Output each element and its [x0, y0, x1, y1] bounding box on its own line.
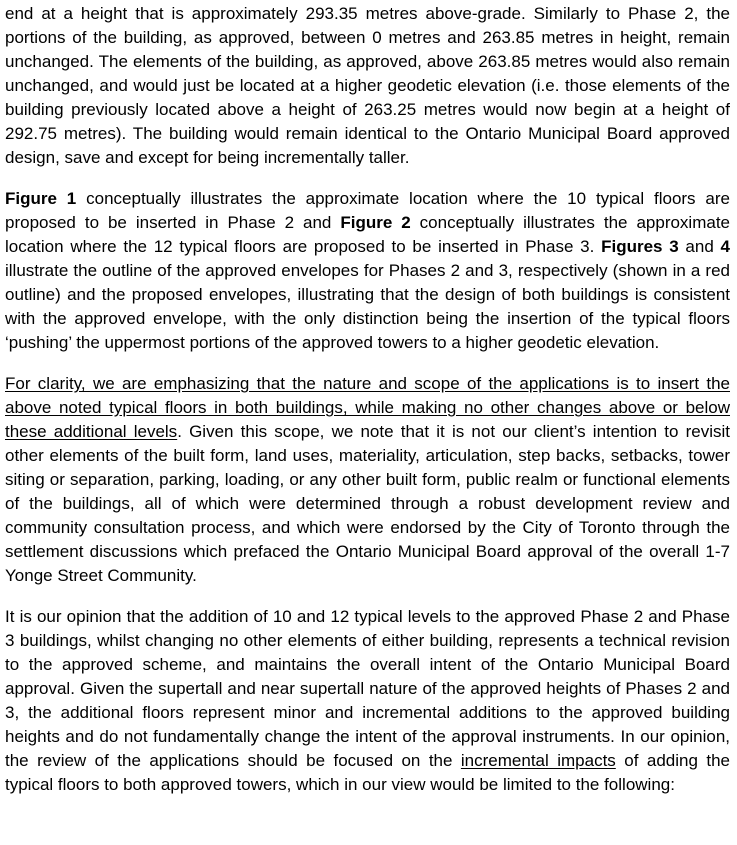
- underlined-text-run: For clarity, we are emphasizing that the nature and scope of the applications is to insert the above noted typical floors in both buildings, while making no other changes above or below these additional levels: [5, 374, 730, 441]
- text-run: end at a height that is approximately 293.35 metres above-grade. Similarly to Phase 2, the portions of the building, as approved, between 0 metres and 263.85 metres in height, remain unchanged. The elements of the building, as approved, above 263.85 metres would also remain unchanged, and would just be located at a higher geodetic elevation (i.e. those elements of the building previously located above a height of 263.25 metres would now begin at a height of 292.75 metres). The building would remain identical to the Ontario Municipal Board approved design, save and except for being incrementally taller.: [5, 4, 730, 167]
- text-run: illustrate the outline of the approved envelopes for Phases 2 and 3, respectively (shown in a red outline) and the proposed envelopes, illustrating that the design of both buildings is consistent with the approved envelope, with the only distinction being the insertion of the typical floors ‘pushing’ the uppermost portions of the approved towers to a higher geodetic elevation.: [5, 261, 730, 352]
- bold-text-run: Figures 3: [601, 237, 679, 256]
- paragraph-clarity: [5, 372, 730, 588]
- paragraph-opinion: [5, 605, 730, 797]
- paragraph-height-description: [5, 2, 730, 170]
- text-run: It is our opinion that the addition of 10 and 12 typical levels to the approved Phase 2 and Phase 3 buildings, whilst changing no other elements of either building, represents a technical revision to the approved scheme, and maintains the overall intent of the Ontario Municipal Board approval. Given the supertall and near supertall nature of the approved heights of Phases 2 and 3, the additional floors represent minor and incremental additions to the approved building heights and do not fundamentally change the intent of the approval instruments. In our opinion, the review of the applications should be focused on the: [5, 607, 730, 770]
- bold-text-run: 4: [720, 237, 730, 256]
- paragraph-figures: [5, 187, 730, 355]
- text-run: . Given this scope, we note that it is not our client’s intention to revisit other elements of the built form, land uses, materiality, articulation, step backs, setbacks, tower siting or separation, parking, loading, or any other built form, public realm or functional elements of the buildings, all of which were determined through a robust development review and community consultation process, and which were endorsed by the City of Toronto through the settlement discussions which prefaced the Ontario Municipal Board approval of the overall 1-7 Yonge Street Community.: [5, 422, 730, 585]
- text-run: and: [678, 237, 721, 256]
- text-run: conceptually illustrates the approximate location where the 10 typical floors are proposed to be inserted in Phase 2 and: [5, 189, 730, 232]
- underlined-text-run: incremental impacts: [460, 751, 616, 770]
- text-run: of adding the typical floors to both approved towers, which in our view would be limited to the following:: [5, 751, 730, 794]
- text-run: conceptually illustrates the approximate location where the 12 typical floors are proposed to be inserted in Phase 3.: [5, 213, 731, 256]
- bold-text-run: Figure 2: [340, 213, 411, 232]
- bold-text-run: Figure 1: [5, 189, 77, 208]
